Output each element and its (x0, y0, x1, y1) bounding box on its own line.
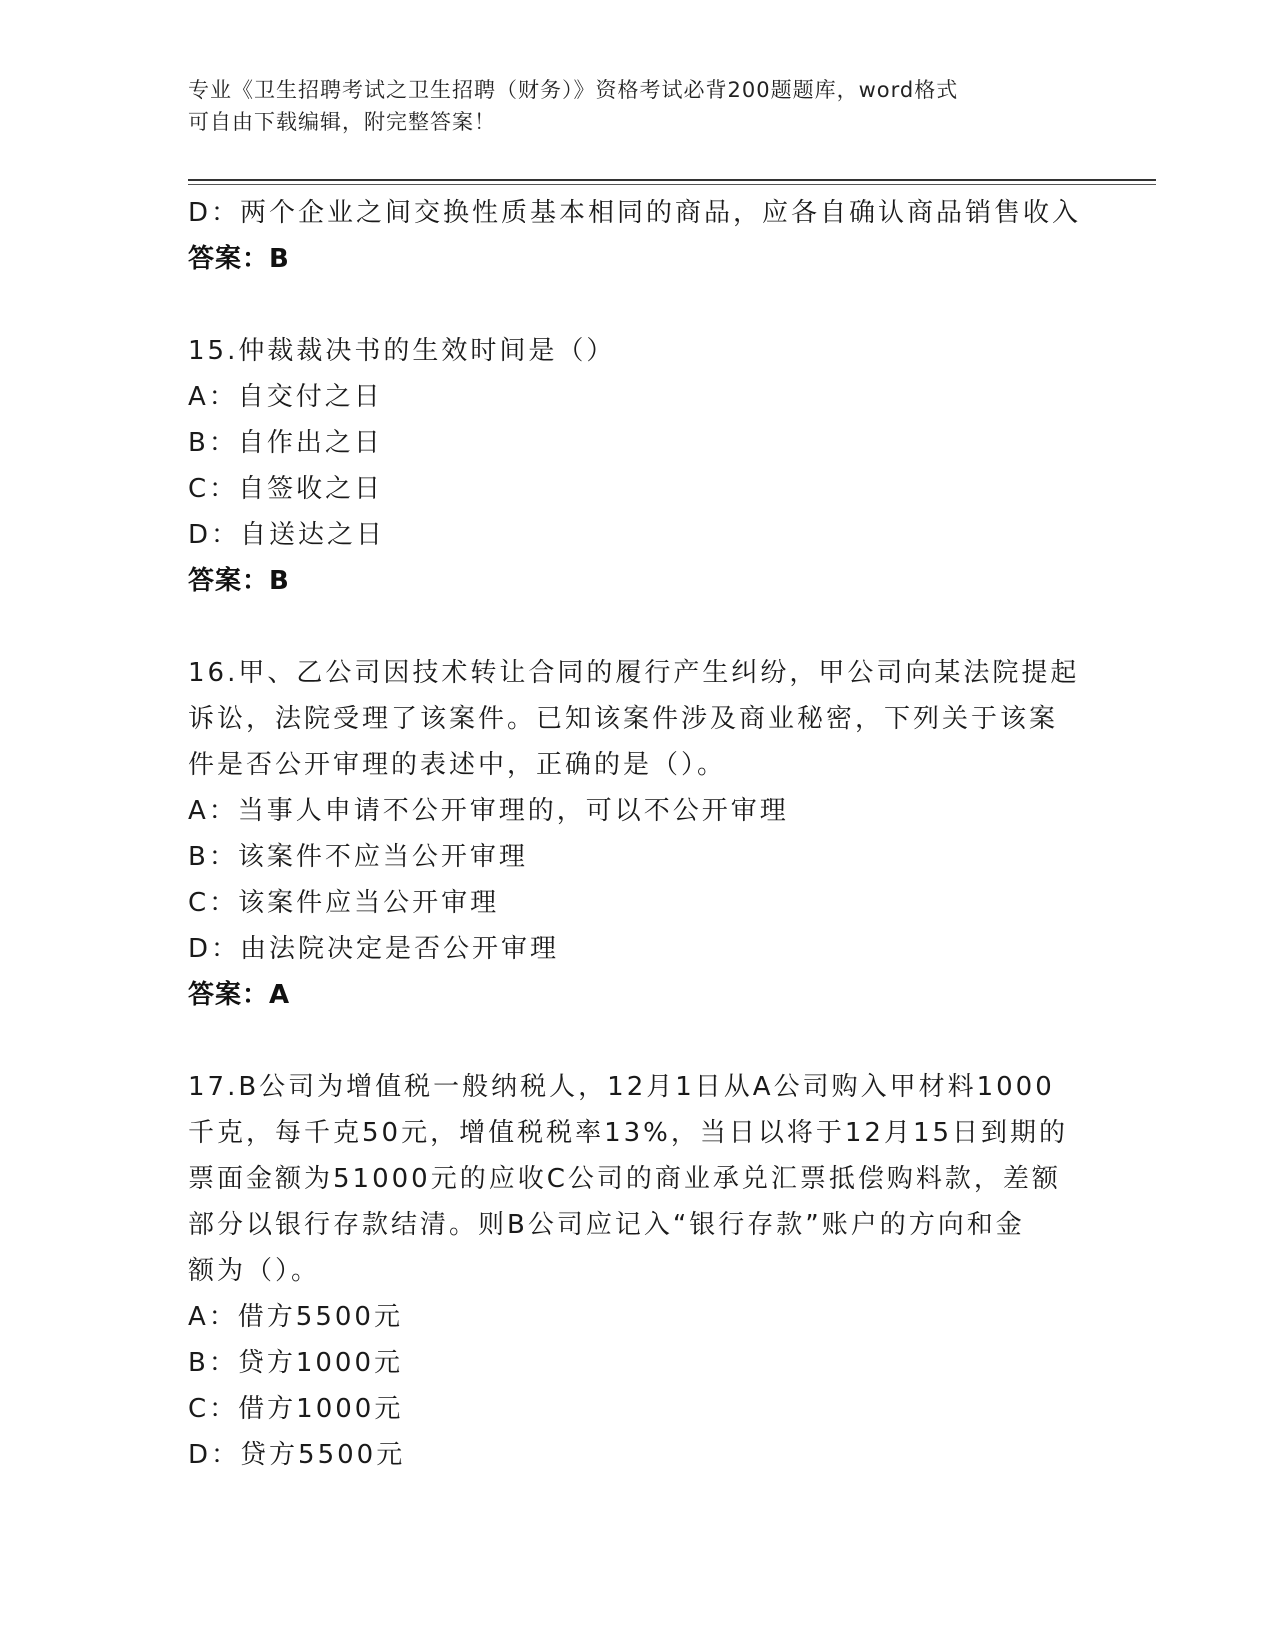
q16-option-a: A：当事人申请不公开审理的，可以不公开审理 (188, 796, 789, 826)
q17-stem-line-1: 17.B公司为增值税一般纳税人，12月1日从A公司购入甲材料1000 (188, 1072, 1055, 1102)
header-rule-thin (188, 184, 1156, 185)
q17-option-a: A：借方5500元 (188, 1302, 403, 1332)
q16-option-d: D：由法院决定是否公开审理 (188, 934, 560, 964)
q17-stem-line-4: 部分以银行存款结清。则B公司应记入“银行存款”账户的方向和金 (188, 1210, 1025, 1240)
q16-stem-line-3: 件是否公开审理的表述中，正确的是（）。 (188, 750, 727, 780)
q14-option-d: D：两个企业之间交换性质基本相同的商品，应各自确认商品销售收入 (188, 198, 1082, 228)
q15-option-d: D：自送达之日 (188, 520, 386, 550)
q16-answer: 答案：A (188, 980, 291, 1010)
header-line-1: 专业《卫生招聘考试之卫生招聘（财务）》资格考试必背200题题库，word格式 (188, 78, 959, 102)
header-rule-thick (188, 179, 1156, 181)
q16-option-c: C：该案件应当公开审理 (188, 888, 500, 918)
q17-option-c: C：借方1000元 (188, 1394, 404, 1424)
document-body (188, 190, 1088, 1478)
q16-stem-line-1: 16.甲、乙公司因技术转让合同的履行产生纠纷，甲公司向某法院提起 (188, 658, 1080, 688)
q16-option-b: B：该案件不应当公开审理 (188, 842, 528, 872)
document-header (188, 74, 1088, 138)
q17-option-b: B：贷方1000元 (188, 1348, 404, 1378)
spacer (188, 282, 1088, 328)
q17-stem-line-2: 千克，每千克50元，增值税税率13%，当日以将于12月15日到期的 (188, 1118, 1069, 1148)
q15-option-a: A：自交付之日 (188, 382, 383, 412)
q14-answer: 答案：B (188, 244, 290, 274)
q17-stem-line-5: 额为（）。 (188, 1256, 321, 1286)
q15-option-c: C：自签收之日 (188, 474, 384, 504)
q15-option-b: B：自作出之日 (188, 428, 383, 458)
header-line-2: 可自由下载编辑，附完整答案！ (188, 110, 496, 134)
q15-stem: 15.仲裁裁决书的生效时间是（） (188, 336, 616, 366)
q16-stem-line-2: 诉讼，法院受理了该案件。已知该案件涉及商业秘密，下列关于该案 (188, 704, 1059, 734)
q17-option-d: D：贷方5500元 (188, 1440, 406, 1470)
spacer (188, 604, 1088, 650)
q15-answer: 答案：B (188, 566, 290, 596)
spacer (188, 1018, 1088, 1064)
q17-stem-line-3: 票面金额为51000元的应收C公司的商业承兑汇票抵偿购料款，差额 (188, 1164, 1061, 1194)
